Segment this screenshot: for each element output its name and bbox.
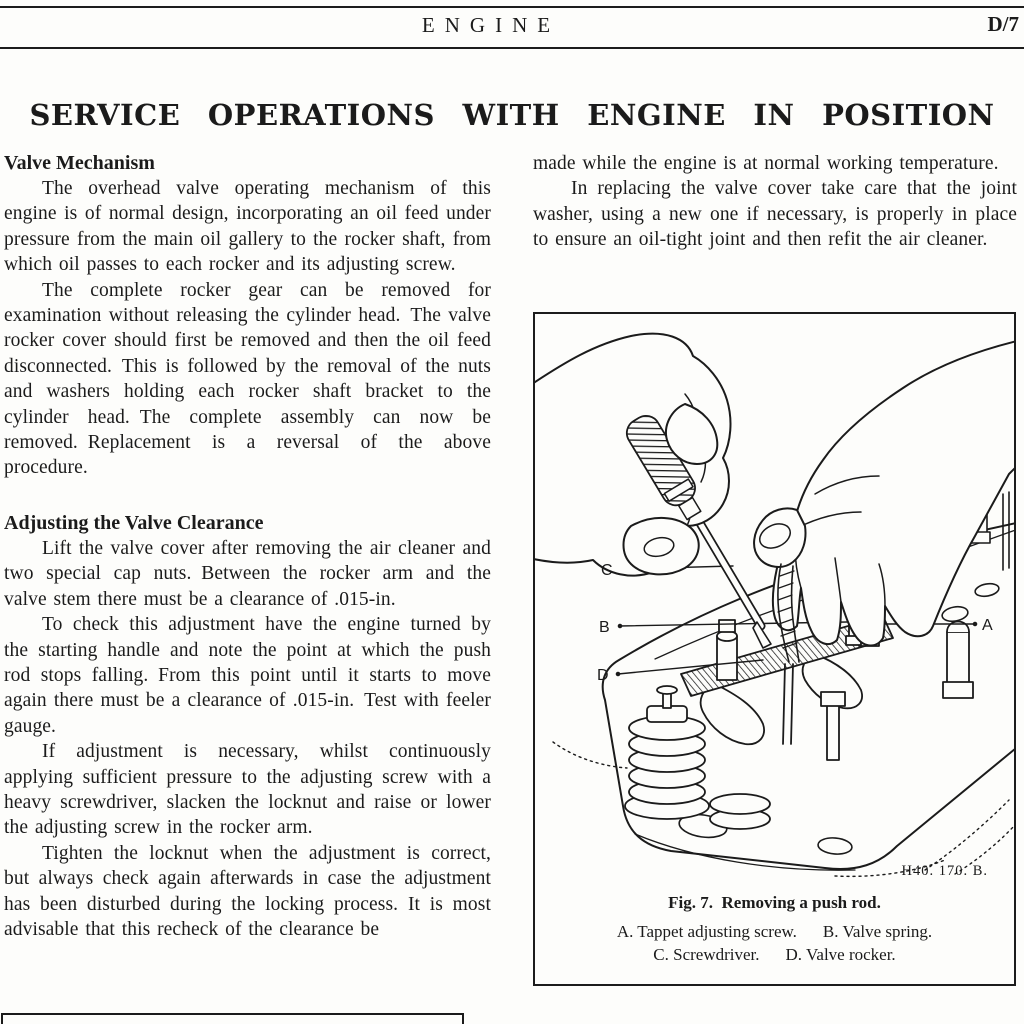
figure-box [533,312,1016,986]
paragraph: To check this adjustment have the engine turned by the starting handle and note the point at which the push rod stops falling. From this point until it starts to move again there must be a clearance of .015-in. Test with feeler gauge. [4,614,491,737]
legend-item-d: D. Valve rocker. [785,945,896,965]
left-column [4,151,491,986]
legend-item-a: A. Tappet adjusting screw. [616,921,797,941]
paragraph: If adjustment is necessary, whilst continuously applying sufficient pressure to the adjusting screw with a heavy screwdriver, slacken the locknut and raise or lower the adjusting screw in the rocker arm. [4,741,491,839]
figure-legend-line [535,920,1014,944]
figure-illustration [535,314,1014,889]
figure-legend [535,920,1014,967]
section-heading-valve-mechanism: Valve Mechanism [4,152,155,174]
header-rule [0,47,1024,49]
section-heading-adjusting-valve-clearance: Adjusting the Valve Clearance [4,511,264,534]
page-number: D/7 [987,12,1019,36]
legend-item-b: B. Valve spring. [822,921,933,941]
two-column-body [4,151,1017,986]
paragraph: made while the engine is at normal working temperature. [533,153,999,174]
label-d: D [597,666,609,684]
legend-item-c: C. Screwdriver. [653,945,760,965]
label-a: A [982,616,993,634]
figure-plate-ref: H40. 170. B. [901,862,988,879]
right-column [533,151,1017,986]
paragraph: The complete rocker gear can be removed for examination without releasing the cylinder head. The valve rocker cover should first be removed and then the oil feed disconnected. This is followed by the removal of the nuts and washers holding each rocker shaft bracket to the cylinder head. The complete assembly can now be removed. Replacement is a reversal of the above procedure. [4,279,491,479]
top-rule [0,6,1024,8]
paragraph: The overhead valve operating mechanism of this engine is of normal design, incorporating an oil feed under pressure from the main oil gallery to the rocker shaft, from which oil passes to each rocker and its adjusting screw. [4,178,491,276]
label-c: C [601,561,613,579]
paragraph: In replacing the valve cover take care that the joint washer, using a new one if necessary, is properly in place to ensure an oil-tight joint and then refit the air cleaner. [533,178,1017,251]
next-section-cutoff [1,1013,464,1024]
label-b: B [599,618,610,636]
paragraph: Lift the valve cover after removing the air cleaner and two special cap nuts. Between the rocker arm and the valve stem there must be a clearance of .015-in. [4,537,491,610]
figure-legend-line [535,943,1014,967]
paragraph: Tighten the locknut when the adjustment is correct, but always check again afterwards in case the adjustment has been disturbed during the locking process. It is most advisable that this recheck of the clearance be [4,842,491,940]
figure-caption: Fig. 7. Removing a push rod. [668,892,881,912]
page-title: SERVICE OPERATIONS WITH ENGINE IN POSITION [29,98,995,132]
left-hand [535,333,730,575]
running-head [0,13,1024,43]
running-title: ENGINE [421,13,561,37]
